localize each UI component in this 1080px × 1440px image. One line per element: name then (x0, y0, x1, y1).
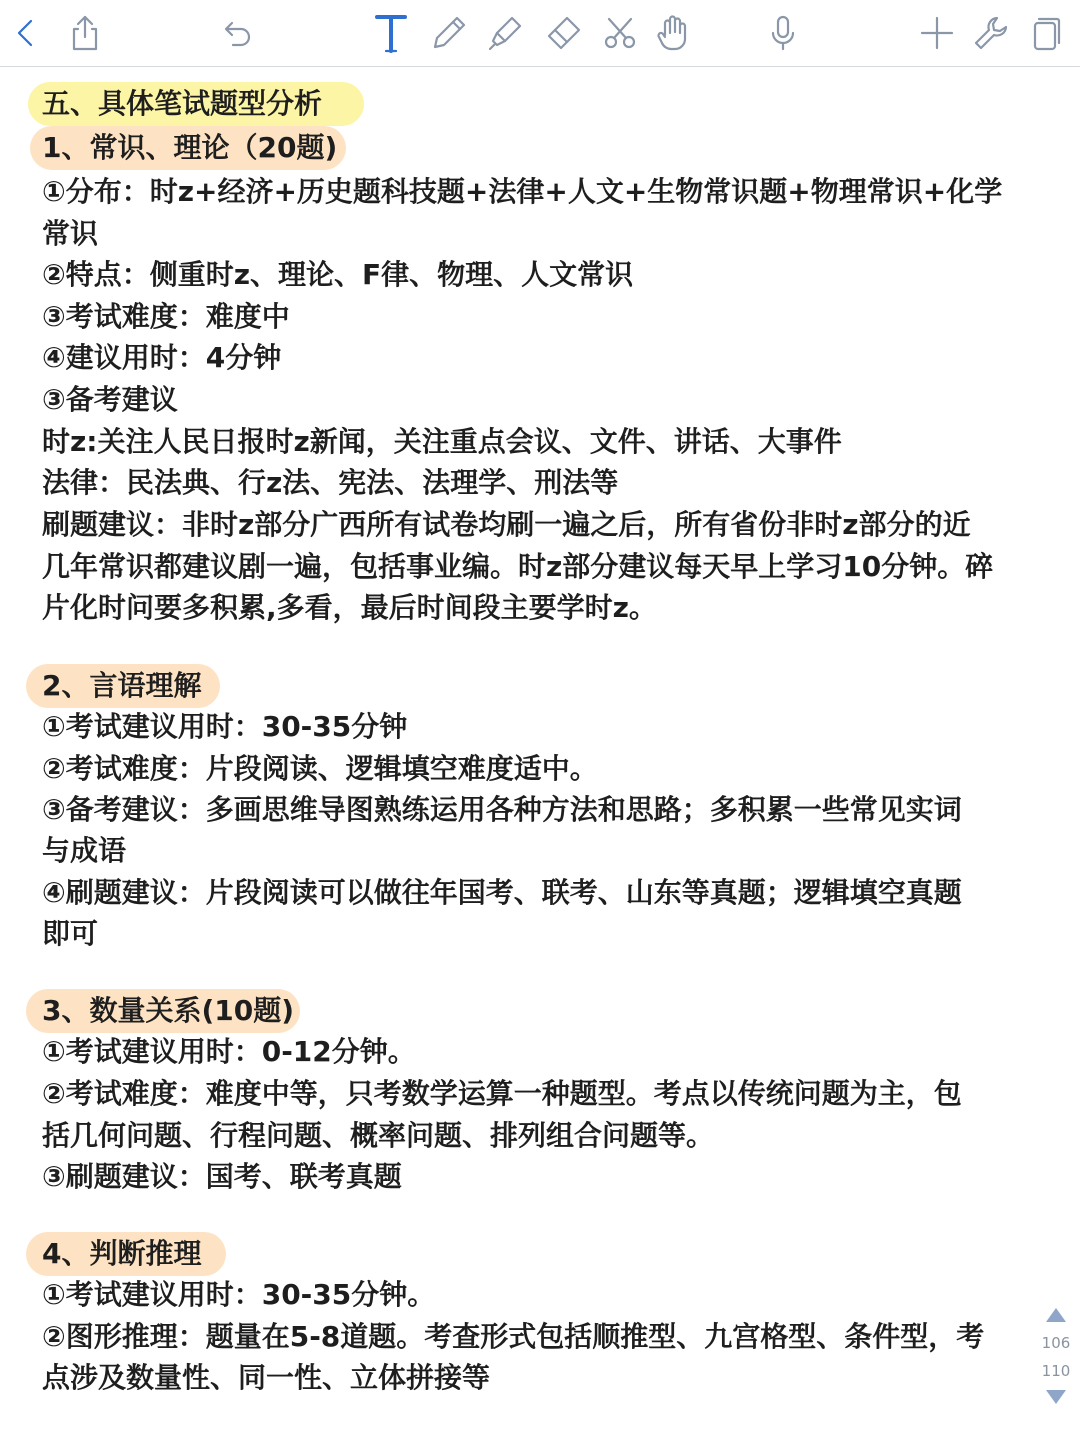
text-line: 点涉及数量性、同一性、立体拼接等 (42, 1361, 491, 1394)
page-navigator (1036, 1308, 1076, 1408)
text-line: 时z:关注人民日报时z新闻，关注重点会议、文件、讲话、大事件 (42, 425, 842, 458)
text-line: 刷题建议：非时z部分广西所有试卷均刷一遍之后，所有省份非时z部分的近 (42, 508, 971, 541)
heading-common-sense: 1、常识、理论（20题) (42, 131, 338, 164)
share-icon[interactable] (60, 8, 110, 58)
text-line: ③刷题建议：国考、联考真题 (42, 1160, 402, 1193)
text-line: ④建议用时：4分钟 (42, 341, 282, 374)
text-line: ③备考建议：多画思维导图熟练运用各种方法和思路；多积累一些常见实词 (42, 793, 962, 826)
text-line: ②特点：侧重时z、理论、F律、物理、人文常识 (42, 258, 634, 291)
back-icon[interactable] (0, 8, 50, 58)
section-title: 五、具体笔试题型分析 (42, 87, 323, 120)
text-line: 括几何问题、行程问题、概率问题、排列组合问题等。 (42, 1119, 715, 1152)
page-down-icon[interactable] (1046, 1390, 1066, 1404)
current-page-number: 106 (1041, 1334, 1071, 1352)
text-line: 即可 (42, 917, 99, 950)
highlighter-icon[interactable] (480, 8, 530, 58)
text-line: ①分布：时z+经济+历史题科技题+法律+人文+生物常识题+物理常识+化学 (42, 175, 1003, 208)
heading-quantitative: 3、数量关系(10题) (42, 994, 295, 1027)
text-line: ①考试建议用时：30-35分钟。 (42, 1278, 436, 1311)
text-line: ③备考建议 (42, 383, 178, 416)
hand-icon[interactable] (648, 8, 698, 58)
text-line: 几年常识都建议剧一遍，包括事业编。时z部分建议每天早上学习10分钟。碎 (42, 550, 994, 583)
pen-icon[interactable] (424, 8, 474, 58)
text-line: ④刷题建议：片段阅读可以做往年国考、联考、山东等真题；逻辑填空真题 (42, 876, 962, 909)
pages-icon[interactable] (1020, 8, 1070, 58)
undo-icon[interactable] (212, 8, 262, 58)
text-tool-icon[interactable] (366, 8, 416, 58)
text-line: 法律：民法典、行z法、宪法、法理学、刑法等 (42, 466, 619, 499)
toolbar (0, 0, 1080, 67)
total-page-number: 110 (1041, 1362, 1071, 1380)
lasso-icon[interactable] (596, 8, 646, 58)
wrench-icon[interactable] (966, 8, 1016, 58)
add-icon[interactable] (912, 8, 962, 58)
text-line: 与成语 (42, 834, 127, 867)
heading-verbal: 2、言语理解 (42, 669, 202, 702)
note-page[interactable] (0, 66, 1080, 1440)
text-line: 常识 (42, 217, 99, 250)
text-line: 片化时问要多积累,多看，最后时间段主要学时z。 (42, 591, 657, 624)
text-line: ①考试建议用时：30-35分钟 (42, 710, 408, 743)
text-line: ②考试难度：片段阅读、逻辑填空难度适中。 (42, 752, 598, 785)
page-up-icon[interactable] (1046, 1308, 1066, 1322)
microphone-icon[interactable] (758, 8, 808, 58)
text-line: ③考试难度：难度中 (42, 300, 290, 333)
heading-reasoning: 4、判断推理 (42, 1237, 202, 1270)
text-line: ②考试难度：难度中等，只考数学运算一种题型。考点以传统问题为主，包 (42, 1077, 962, 1110)
text-line: ②图形推理：题量在5-8道题。考查形式包括顺推型、九宫格型、条件型，考 (42, 1320, 985, 1353)
text-line: ①考试建议用时：0-12分钟。 (42, 1035, 416, 1068)
eraser-icon[interactable] (538, 8, 588, 58)
